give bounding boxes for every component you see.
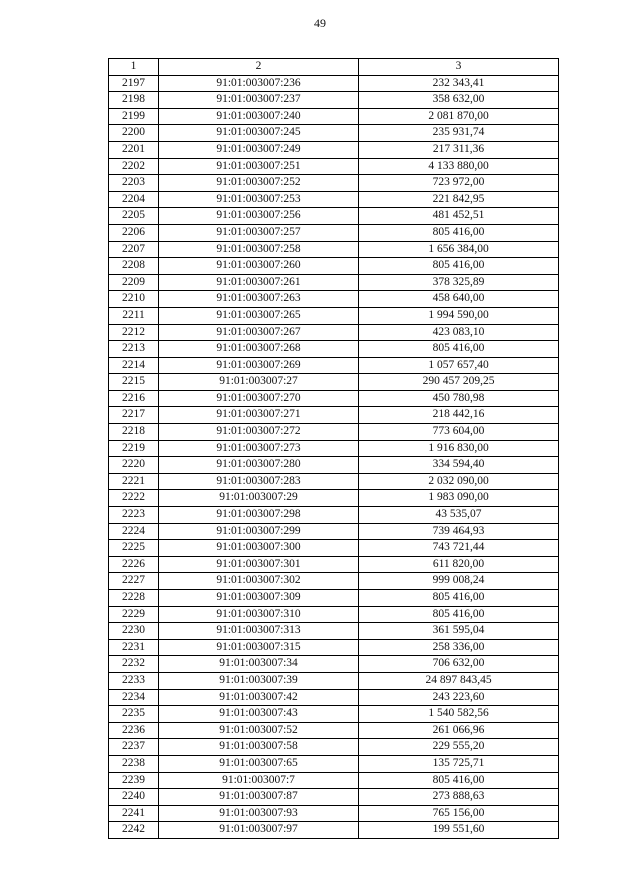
row-number-cell: 2242 bbox=[109, 822, 159, 839]
cadastral-id-cell: 91:01:003007:39 bbox=[159, 672, 359, 689]
row-number-cell: 2214 bbox=[109, 357, 159, 374]
value-cell: 739 464,93 bbox=[359, 523, 559, 540]
value-cell: 706 632,00 bbox=[359, 656, 559, 673]
cadastral-id-cell: 91:01:003007:256 bbox=[159, 208, 359, 225]
table-row bbox=[109, 639, 559, 656]
table-row bbox=[109, 224, 559, 241]
value-cell: 221 842,95 bbox=[359, 191, 559, 208]
table-row bbox=[109, 341, 559, 358]
value-cell: 611 820,00 bbox=[359, 556, 559, 573]
value-cell: 773 604,00 bbox=[359, 424, 559, 441]
table-row bbox=[109, 208, 559, 225]
table-row bbox=[109, 241, 559, 258]
table-row bbox=[109, 457, 559, 474]
value-cell: 361 595,04 bbox=[359, 623, 559, 640]
value-cell: 232 343,41 bbox=[359, 75, 559, 92]
value-cell: 378 325,89 bbox=[359, 274, 559, 291]
value-cell: 481 452,51 bbox=[359, 208, 559, 225]
row-number-cell: 2204 bbox=[109, 191, 159, 208]
column-header-value: 3 bbox=[359, 59, 559, 76]
value-cell: 229 555,20 bbox=[359, 739, 559, 756]
value-cell: 2 081 870,00 bbox=[359, 108, 559, 125]
table-row bbox=[109, 390, 559, 407]
table-row bbox=[109, 623, 559, 640]
cadastral-id-cell: 91:01:003007:52 bbox=[159, 722, 359, 739]
value-cell: 1 994 590,00 bbox=[359, 307, 559, 324]
cadastral-id-cell: 91:01:003007:300 bbox=[159, 540, 359, 557]
value-cell: 450 780,98 bbox=[359, 390, 559, 407]
cadastral-id-cell: 91:01:003007:269 bbox=[159, 357, 359, 374]
cadastral-id-cell: 91:01:003007:299 bbox=[159, 523, 359, 540]
value-cell: 1 057 657,40 bbox=[359, 357, 559, 374]
row-number-cell: 2216 bbox=[109, 390, 159, 407]
cadastral-id-cell: 91:01:003007:315 bbox=[159, 639, 359, 656]
table-row bbox=[109, 822, 559, 839]
row-number-cell: 2231 bbox=[109, 639, 159, 656]
table-row bbox=[109, 656, 559, 673]
row-number-cell: 2205 bbox=[109, 208, 159, 225]
row-number-cell: 2197 bbox=[109, 75, 159, 92]
table-row bbox=[109, 75, 559, 92]
cadastral-id-cell: 91:01:003007:252 bbox=[159, 175, 359, 192]
table-row bbox=[109, 540, 559, 557]
value-cell: 261 066,96 bbox=[359, 722, 559, 739]
value-cell: 999 008,24 bbox=[359, 573, 559, 590]
cadastral-id-cell: 91:01:003007:251 bbox=[159, 158, 359, 175]
row-number-cell: 2232 bbox=[109, 656, 159, 673]
cadastral-id-cell: 91:01:003007:302 bbox=[159, 573, 359, 590]
value-cell: 805 416,00 bbox=[359, 590, 559, 607]
cadastral-id-cell: 91:01:003007:27 bbox=[159, 374, 359, 391]
row-number-cell: 2221 bbox=[109, 473, 159, 490]
row-number-cell: 2206 bbox=[109, 224, 159, 241]
cadastral-id-cell: 91:01:003007:249 bbox=[159, 141, 359, 158]
table-row bbox=[109, 523, 559, 540]
table-row bbox=[109, 590, 559, 607]
row-number-cell: 2218 bbox=[109, 424, 159, 441]
row-number-cell: 2211 bbox=[109, 307, 159, 324]
row-number-cell: 2240 bbox=[109, 789, 159, 806]
cadastral-id-cell: 91:01:003007:298 bbox=[159, 507, 359, 524]
table-row bbox=[109, 706, 559, 723]
value-cell: 258 336,00 bbox=[359, 639, 559, 656]
table-row bbox=[109, 672, 559, 689]
row-number-cell: 2212 bbox=[109, 324, 159, 341]
table-row bbox=[109, 556, 559, 573]
cadastral-id-cell: 91:01:003007:258 bbox=[159, 241, 359, 258]
value-cell: 423 083,10 bbox=[359, 324, 559, 341]
table-row bbox=[109, 739, 559, 756]
value-cell: 458 640,00 bbox=[359, 291, 559, 308]
value-cell: 235 931,74 bbox=[359, 125, 559, 142]
row-number-cell: 2241 bbox=[109, 805, 159, 822]
cadastral-id-cell: 91:01:003007:261 bbox=[159, 274, 359, 291]
row-number-cell: 2210 bbox=[109, 291, 159, 308]
row-number-cell: 2224 bbox=[109, 523, 159, 540]
cadastral-id-cell: 91:01:003007:29 bbox=[159, 490, 359, 507]
cadastral-id-cell: 91:01:003007:237 bbox=[159, 92, 359, 109]
value-cell: 199 551,60 bbox=[359, 822, 559, 839]
row-number-cell: 2201 bbox=[109, 141, 159, 158]
row-number-cell: 2215 bbox=[109, 374, 159, 391]
table-row bbox=[109, 307, 559, 324]
table-row bbox=[109, 125, 559, 142]
table-row bbox=[109, 772, 559, 789]
cadastral-id-cell: 91:01:003007:58 bbox=[159, 739, 359, 756]
value-cell: 805 416,00 bbox=[359, 224, 559, 241]
row-number-cell: 2226 bbox=[109, 556, 159, 573]
row-number-cell: 2227 bbox=[109, 573, 159, 590]
row-number-cell: 2234 bbox=[109, 689, 159, 706]
row-number-cell: 2223 bbox=[109, 507, 159, 524]
cadastral-id-cell: 91:01:003007:93 bbox=[159, 805, 359, 822]
cadastral-id-cell: 91:01:003007:245 bbox=[159, 125, 359, 142]
row-number-cell: 2235 bbox=[109, 706, 159, 723]
table-row bbox=[109, 175, 559, 192]
value-cell: 765 156,00 bbox=[359, 805, 559, 822]
value-cell: 135 725,71 bbox=[359, 755, 559, 772]
cadastral-id-cell: 91:01:003007:283 bbox=[159, 473, 359, 490]
value-cell: 1 540 582,56 bbox=[359, 706, 559, 723]
table-row bbox=[109, 805, 559, 822]
table-row bbox=[109, 141, 559, 158]
cadastral-id-cell: 91:01:003007:7 bbox=[159, 772, 359, 789]
value-cell: 24 897 843,45 bbox=[359, 672, 559, 689]
value-cell: 723 972,00 bbox=[359, 175, 559, 192]
value-cell: 290 457 209,25 bbox=[359, 374, 559, 391]
row-number-cell: 2228 bbox=[109, 590, 159, 607]
row-number-cell: 2239 bbox=[109, 772, 159, 789]
table-row bbox=[109, 258, 559, 275]
cadastral-id-cell: 91:01:003007:310 bbox=[159, 606, 359, 623]
table-row bbox=[109, 789, 559, 806]
value-cell: 743 721,44 bbox=[359, 540, 559, 557]
cadastral-id-cell: 91:01:003007:267 bbox=[159, 324, 359, 341]
table-row bbox=[109, 108, 559, 125]
table-row bbox=[109, 324, 559, 341]
row-number-cell: 2203 bbox=[109, 175, 159, 192]
cadastral-id-cell: 91:01:003007:42 bbox=[159, 689, 359, 706]
table-row bbox=[109, 424, 559, 441]
row-number-cell: 2237 bbox=[109, 739, 159, 756]
cadastral-id-cell: 91:01:003007:260 bbox=[159, 258, 359, 275]
cadastral-id-cell: 91:01:003007:65 bbox=[159, 755, 359, 772]
value-cell: 805 416,00 bbox=[359, 258, 559, 275]
cadastral-id-cell: 91:01:003007:313 bbox=[159, 623, 359, 640]
row-number-cell: 2230 bbox=[109, 623, 159, 640]
value-cell: 334 594,40 bbox=[359, 457, 559, 474]
value-cell: 273 888,63 bbox=[359, 789, 559, 806]
value-cell: 243 223,60 bbox=[359, 689, 559, 706]
table-row bbox=[109, 473, 559, 490]
row-number-cell: 2199 bbox=[109, 108, 159, 125]
page-number: 49 bbox=[314, 16, 326, 30]
row-number-cell: 2229 bbox=[109, 606, 159, 623]
value-cell: 4 133 880,00 bbox=[359, 158, 559, 175]
row-number-cell: 2200 bbox=[109, 125, 159, 142]
row-number-cell: 2208 bbox=[109, 258, 159, 275]
table-row bbox=[109, 606, 559, 623]
row-number-cell: 2217 bbox=[109, 407, 159, 424]
cadastral-id-cell: 91:01:003007:236 bbox=[159, 75, 359, 92]
row-number-cell: 2225 bbox=[109, 540, 159, 557]
value-cell: 1 916 830,00 bbox=[359, 440, 559, 457]
value-cell: 2 032 090,00 bbox=[359, 473, 559, 490]
cadastral-id-cell: 91:01:003007:272 bbox=[159, 424, 359, 441]
row-number-cell: 2207 bbox=[109, 241, 159, 258]
cadastral-id-cell: 91:01:003007:240 bbox=[159, 108, 359, 125]
cadastral-id-cell: 91:01:003007:257 bbox=[159, 224, 359, 241]
cadastral-id-cell: 91:01:003007:263 bbox=[159, 291, 359, 308]
table-row bbox=[109, 440, 559, 457]
cadastral-id-cell: 91:01:003007:271 bbox=[159, 407, 359, 424]
cadastral-id-cell: 91:01:003007:270 bbox=[159, 390, 359, 407]
table-row bbox=[109, 722, 559, 739]
cadastral-id-cell: 91:01:003007:253 bbox=[159, 191, 359, 208]
value-cell: 43 535,07 bbox=[359, 507, 559, 524]
value-cell: 1 983 090,00 bbox=[359, 490, 559, 507]
cadastral-id-cell: 91:01:003007:265 bbox=[159, 307, 359, 324]
cadastral-id-cell: 91:01:003007:97 bbox=[159, 822, 359, 839]
row-number-cell: 2238 bbox=[109, 755, 159, 772]
row-number-cell: 2213 bbox=[109, 341, 159, 358]
row-number-cell: 2209 bbox=[109, 274, 159, 291]
cadastral-id-cell: 91:01:003007:268 bbox=[159, 341, 359, 358]
column-header-cadastral-id: 2 bbox=[159, 59, 359, 76]
table-row bbox=[109, 755, 559, 772]
row-number-cell: 2236 bbox=[109, 722, 159, 739]
column-header-number: 1 bbox=[109, 59, 159, 76]
table-row bbox=[109, 374, 559, 391]
cadastral-id-cell: 91:01:003007:87 bbox=[159, 789, 359, 806]
value-cell: 1 656 384,00 bbox=[359, 241, 559, 258]
cadastral-id-cell: 91:01:003007:34 bbox=[159, 656, 359, 673]
table-row bbox=[109, 357, 559, 374]
value-cell: 805 416,00 bbox=[359, 772, 559, 789]
table-row bbox=[109, 274, 559, 291]
table-row bbox=[109, 573, 559, 590]
table-row bbox=[109, 191, 559, 208]
table-row bbox=[109, 407, 559, 424]
table-row bbox=[109, 490, 559, 507]
table-row bbox=[109, 291, 559, 308]
cadastral-id-cell: 91:01:003007:273 bbox=[159, 440, 359, 457]
value-cell: 358 632,00 bbox=[359, 92, 559, 109]
value-cell: 218 442,16 bbox=[359, 407, 559, 424]
cadastral-value-table bbox=[108, 58, 559, 839]
row-number-cell: 2219 bbox=[109, 440, 159, 457]
row-number-cell: 2222 bbox=[109, 490, 159, 507]
row-number-cell: 2198 bbox=[109, 92, 159, 109]
cadastral-id-cell: 91:01:003007:43 bbox=[159, 706, 359, 723]
table-row bbox=[109, 158, 559, 175]
table-row bbox=[109, 689, 559, 706]
row-number-cell: 2202 bbox=[109, 158, 159, 175]
row-number-cell: 2233 bbox=[109, 672, 159, 689]
row-number-cell: 2220 bbox=[109, 457, 159, 474]
value-cell: 217 311,36 bbox=[359, 141, 559, 158]
value-cell: 805 416,00 bbox=[359, 341, 559, 358]
cadastral-id-cell: 91:01:003007:309 bbox=[159, 590, 359, 607]
value-cell: 805 416,00 bbox=[359, 606, 559, 623]
cadastral-id-cell: 91:01:003007:301 bbox=[159, 556, 359, 573]
table-row bbox=[109, 507, 559, 524]
table-header-row bbox=[109, 59, 559, 76]
cadastral-id-cell: 91:01:003007:280 bbox=[159, 457, 359, 474]
table-row bbox=[109, 92, 559, 109]
